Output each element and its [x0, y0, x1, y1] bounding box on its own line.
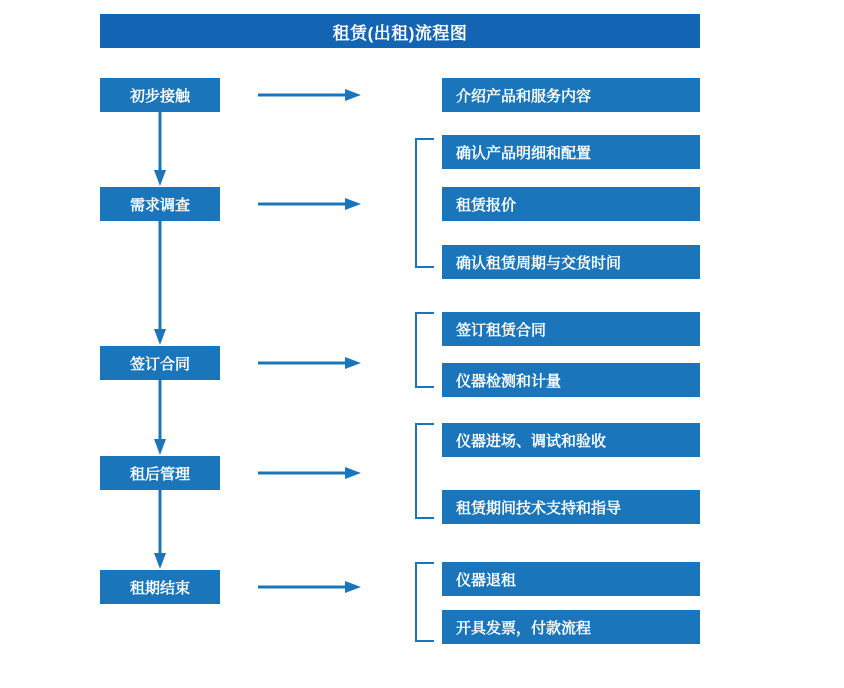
task-box-7[interactable]: 仪器进场、调试和验收 [442, 423, 700, 457]
connector-stage3-stage4 [154, 380, 166, 456]
arrow-stage4-tasks [258, 467, 362, 479]
task-box-10[interactable]: 开具发票，付款流程 [442, 610, 700, 644]
task-box-1[interactable]: 介绍产品和服务内容 [442, 78, 700, 112]
bracket-group-3 [414, 312, 434, 388]
connector-stage1-stage2 [154, 112, 166, 187]
stage-box-4[interactable]: 租后管理 [100, 456, 220, 490]
arrow-stage2-tasks [258, 198, 362, 210]
task-box-3[interactable]: 租赁报价 [442, 187, 700, 221]
page-title: 租赁(出租)流程图 [100, 14, 700, 48]
bracket-group-2 [414, 138, 434, 268]
stage-box-2[interactable]: 需求调查 [100, 187, 220, 221]
connector-stage4-stage5 [154, 490, 166, 570]
stage-box-3[interactable]: 签订合同 [100, 346, 220, 380]
bracket-group-5 [414, 562, 434, 642]
task-box-2[interactable]: 确认产品明细和配置 [442, 135, 700, 169]
arrow-stage5-tasks [258, 581, 362, 593]
arrow-stage1-tasks [258, 89, 362, 101]
arrow-stage3-tasks [258, 357, 362, 369]
task-box-8[interactable]: 租赁期间技术支持和指导 [442, 490, 700, 524]
connector-stage2-stage3 [154, 221, 166, 346]
stage-box-1[interactable]: 初步接触 [100, 78, 220, 112]
task-box-6[interactable]: 仪器检测和计量 [442, 363, 700, 397]
bracket-group-4 [414, 423, 434, 519]
task-box-9[interactable]: 仪器退租 [442, 562, 700, 596]
task-box-5[interactable]: 签订租赁合同 [442, 312, 700, 346]
task-box-4[interactable]: 确认租赁周期与交货时间 [442, 245, 700, 279]
stage-box-5[interactable]: 租期结束 [100, 570, 220, 604]
